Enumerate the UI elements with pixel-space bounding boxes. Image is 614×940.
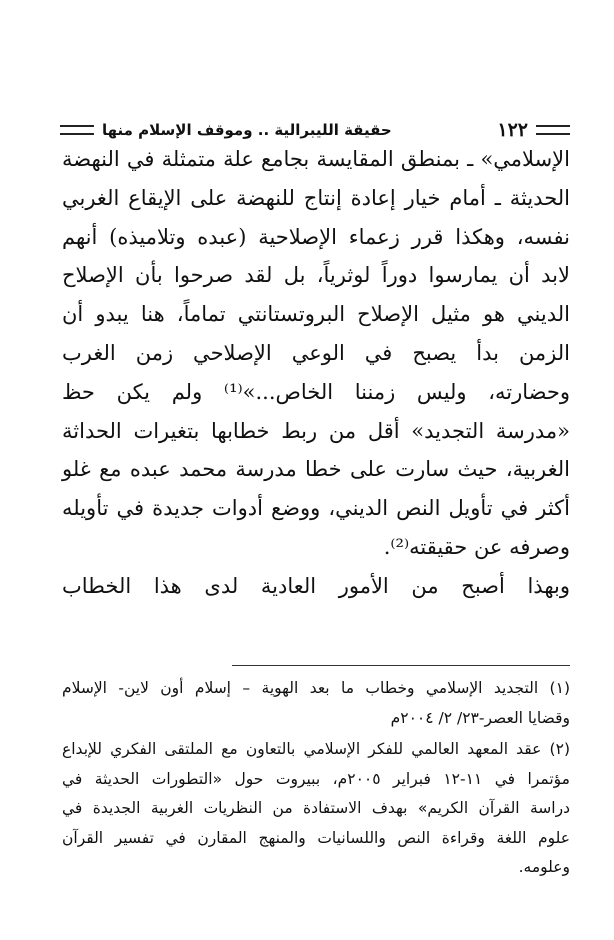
text-line-paragraph-end: وصرفه عن حقيقته⁽²⁾. bbox=[383, 534, 570, 559]
text-line: لابد أن يمارسوا دوراً لوثرياً، بل لقد صرحوا بأن الإصلاح bbox=[62, 263, 570, 288]
footnote-1-line: (١) التجديد الإسلامي وخطاب ما بعد الهوية – إسلام أون لاين- الإسلام bbox=[62, 679, 570, 697]
footnote-2-line: علوم اللغة وقراءة النص واللسانيات والمنهج المقارن في تفسير القرآن bbox=[62, 828, 570, 847]
text-line: وبهذا أصبح من الأمور العادية لدى هذا الخطاب bbox=[62, 573, 570, 598]
header-page-number-group bbox=[497, 119, 570, 141]
footnote-2-line: دراسة القرآن الكريم» بهدف الاستفادة من النظريات الغربية الجديدة في bbox=[62, 799, 570, 817]
header-rule-right bbox=[536, 125, 570, 135]
text-line: الزمن بدأ يصبح في الوعي الإصلاحي زمن الغرب bbox=[62, 340, 570, 365]
footnote-2-line-end: وعلومه. bbox=[518, 858, 570, 876]
footnote-2-line: مؤتمرا في ١١-١٢ فبراير ٢٠٠٥م، ببيروت حول «التطورات الحديثة في bbox=[62, 769, 570, 788]
footnote-1-line-end: وقضايا العصر-٢٣/ ٢/ ٢٠٠٤م bbox=[390, 708, 570, 727]
header-rule-left bbox=[60, 125, 94, 135]
text-line: الحديثة ـ أمام خيار إعادة إنتاج للنهضة على الإيقاع الغربي bbox=[62, 185, 570, 210]
footnote-divider bbox=[232, 665, 570, 666]
running-header bbox=[60, 118, 570, 142]
text-line: الإسلامي» ـ بمنطق المقايسة بجامع علة متمثلة في النهضة bbox=[62, 147, 570, 171]
page-number: ١٢٢ bbox=[497, 119, 528, 141]
text-line: «مدرسة التجديد» أقل من ربط خطابها بتغيرات الحداثة bbox=[62, 418, 570, 443]
text-line: وحضارته، وليس زمننا الخاص...»⁽¹⁾ ولم يكن حظ bbox=[62, 379, 570, 404]
text-line: أكثر في تأويل النص الديني، ووضع أدوات جديدة في تأويله bbox=[62, 496, 570, 521]
footnote-2-line: (٢) عقد المعهد العالمي للفكر الإسلامي بالتعاون مع الملتقى الفكري للإبداع bbox=[62, 740, 570, 758]
text-line: الغربية، حيث سارت على خطا مدرسة محمد عبده مع غلو bbox=[62, 457, 570, 482]
main-text bbox=[62, 140, 570, 606]
text-line: الديني هو مثيل الإصلاح البروتستانتي تماماً، هنا يبدو أن bbox=[62, 302, 570, 327]
running-title: حقيقة الليبرالية .. وموقف الإسلام منها bbox=[102, 121, 392, 139]
footnotes bbox=[62, 674, 570, 883]
header-title-group bbox=[60, 121, 392, 139]
text-line: نفسه، وهكذا قرر زعماء الإصلاحية (عبده وتلاميذه) أنهم bbox=[62, 224, 570, 249]
